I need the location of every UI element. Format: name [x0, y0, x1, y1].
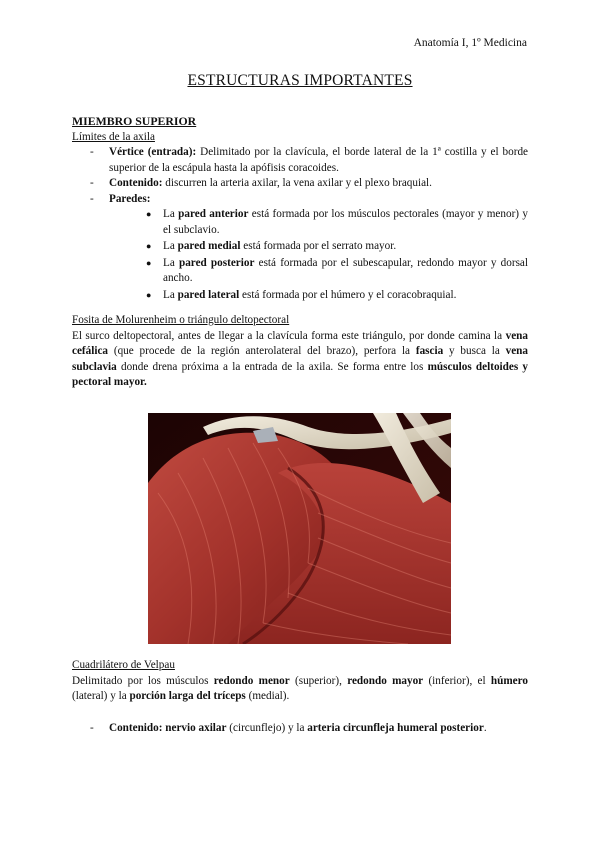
- label-paredes: Paredes:: [109, 192, 151, 205]
- text: (superior),: [289, 674, 348, 687]
- text: .: [483, 721, 487, 734]
- subtitle-fosita-mohrenheim: Fosita de Molurenheim o triángulo deltopectoral: [72, 314, 290, 326]
- text: está formada por el subescapular, redondo mayor y dorsal ancho.: [163, 256, 529, 284]
- bold-term: músculos deltoides y pectoral mayor.: [72, 360, 528, 388]
- text: (medial).: [245, 690, 290, 702]
- bold-term: porción larga del tríceps: [129, 690, 246, 702]
- label-vertice: Vértice (entrada):: [109, 146, 197, 158]
- shoulder-muscles-illustration: [148, 413, 451, 644]
- text: Delimitado por los músculos: [72, 674, 214, 687]
- document-body-lower: [72, 658, 528, 736]
- list-item-pared-lateral: [145, 288, 528, 304]
- text: (que procede de la región anterolateral del brazo), perfora la: [108, 345, 416, 357]
- text: La: [163, 256, 179, 269]
- text: (inferior), el: [423, 674, 491, 687]
- text: El surco deltopectoral, antes de llegar a la clavícula forma este triángulo, por donde camina la: [72, 329, 506, 342]
- bold-term: pared anterior: [178, 208, 249, 220]
- document-title: ESTRUCTURAS IMPORTANTES: [187, 72, 413, 89]
- muscle-drawing: [148, 413, 451, 644]
- list-item-vertice: [72, 145, 528, 176]
- list-item-velpeau-contenido: [72, 721, 528, 737]
- text: La: [163, 288, 178, 301]
- list-item-pared-anterior: [145, 207, 528, 238]
- bold-term: pared posterior: [178, 256, 255, 269]
- text: y busca la: [443, 345, 506, 357]
- velpeau-content-list: [72, 721, 528, 737]
- bold-term: redondo menor: [213, 674, 290, 687]
- paredes-list: [109, 207, 528, 303]
- axila-limits-list: [72, 145, 528, 303]
- list-item-pared-posterior: [145, 256, 528, 287]
- text: (circunflejo) y la: [226, 721, 308, 734]
- text: La: [163, 208, 179, 220]
- bold-term: redondo mayor: [347, 674, 424, 687]
- section-title-miembro-superior: MIEMBRO SUPERIOR: [72, 114, 197, 128]
- label-contenido: Contenido:: [109, 177, 163, 189]
- course-header: Anatomía I, 1º Medicina: [413, 37, 527, 49]
- list-item-paredes: [72, 192, 528, 304]
- text: está formada por el húmero y el coracobraquial.: [239, 288, 457, 301]
- label-contenido: Contenido:: [109, 721, 163, 734]
- bold-term: arteria circunfleja humeral posterior: [307, 721, 484, 734]
- bold-term: vena cefálica: [72, 329, 528, 357]
- text: (lateral) y la: [72, 690, 130, 702]
- bold-term: húmero: [490, 674, 528, 687]
- text: donde drena próxima a la entrada de la axila. Se forma entre los: [116, 360, 428, 373]
- text-vertice: Delimitado por la clavícula, el borde lateral de la 1ª costilla y el borde superior de la escápula hasta la apófisis coracoides.: [109, 146, 529, 174]
- text: está formada por el serrato mayor.: [240, 240, 397, 252]
- bold-term: nervio axilar: [162, 721, 227, 734]
- subtitle-cuadrilatero-velpeau: Cuadrilátero de Velpau: [72, 659, 175, 671]
- subtitle-limites-axila: Límites de la axila: [72, 130, 155, 143]
- bold-term: pared medial: [177, 240, 241, 252]
- text: La: [163, 240, 178, 252]
- bold-term: vena subclavia: [72, 345, 528, 373]
- paragraph-cuadrilatero-velpeau: [72, 674, 528, 705]
- paragraph-fosita-mohrenheim: [72, 329, 528, 391]
- text: está formada por los músculos pectorales (mayor y menor) y el subclavio.: [163, 208, 528, 236]
- text-contenido: discurren la arteria axilar, la vena axilar y el plexo braquial.: [162, 177, 432, 189]
- list-item-pared-medial: [145, 239, 528, 255]
- document-body: [72, 114, 528, 391]
- bold-term: fascia: [415, 345, 444, 357]
- list-item-contenido: [72, 176, 528, 192]
- bold-term: pared lateral: [177, 288, 240, 301]
